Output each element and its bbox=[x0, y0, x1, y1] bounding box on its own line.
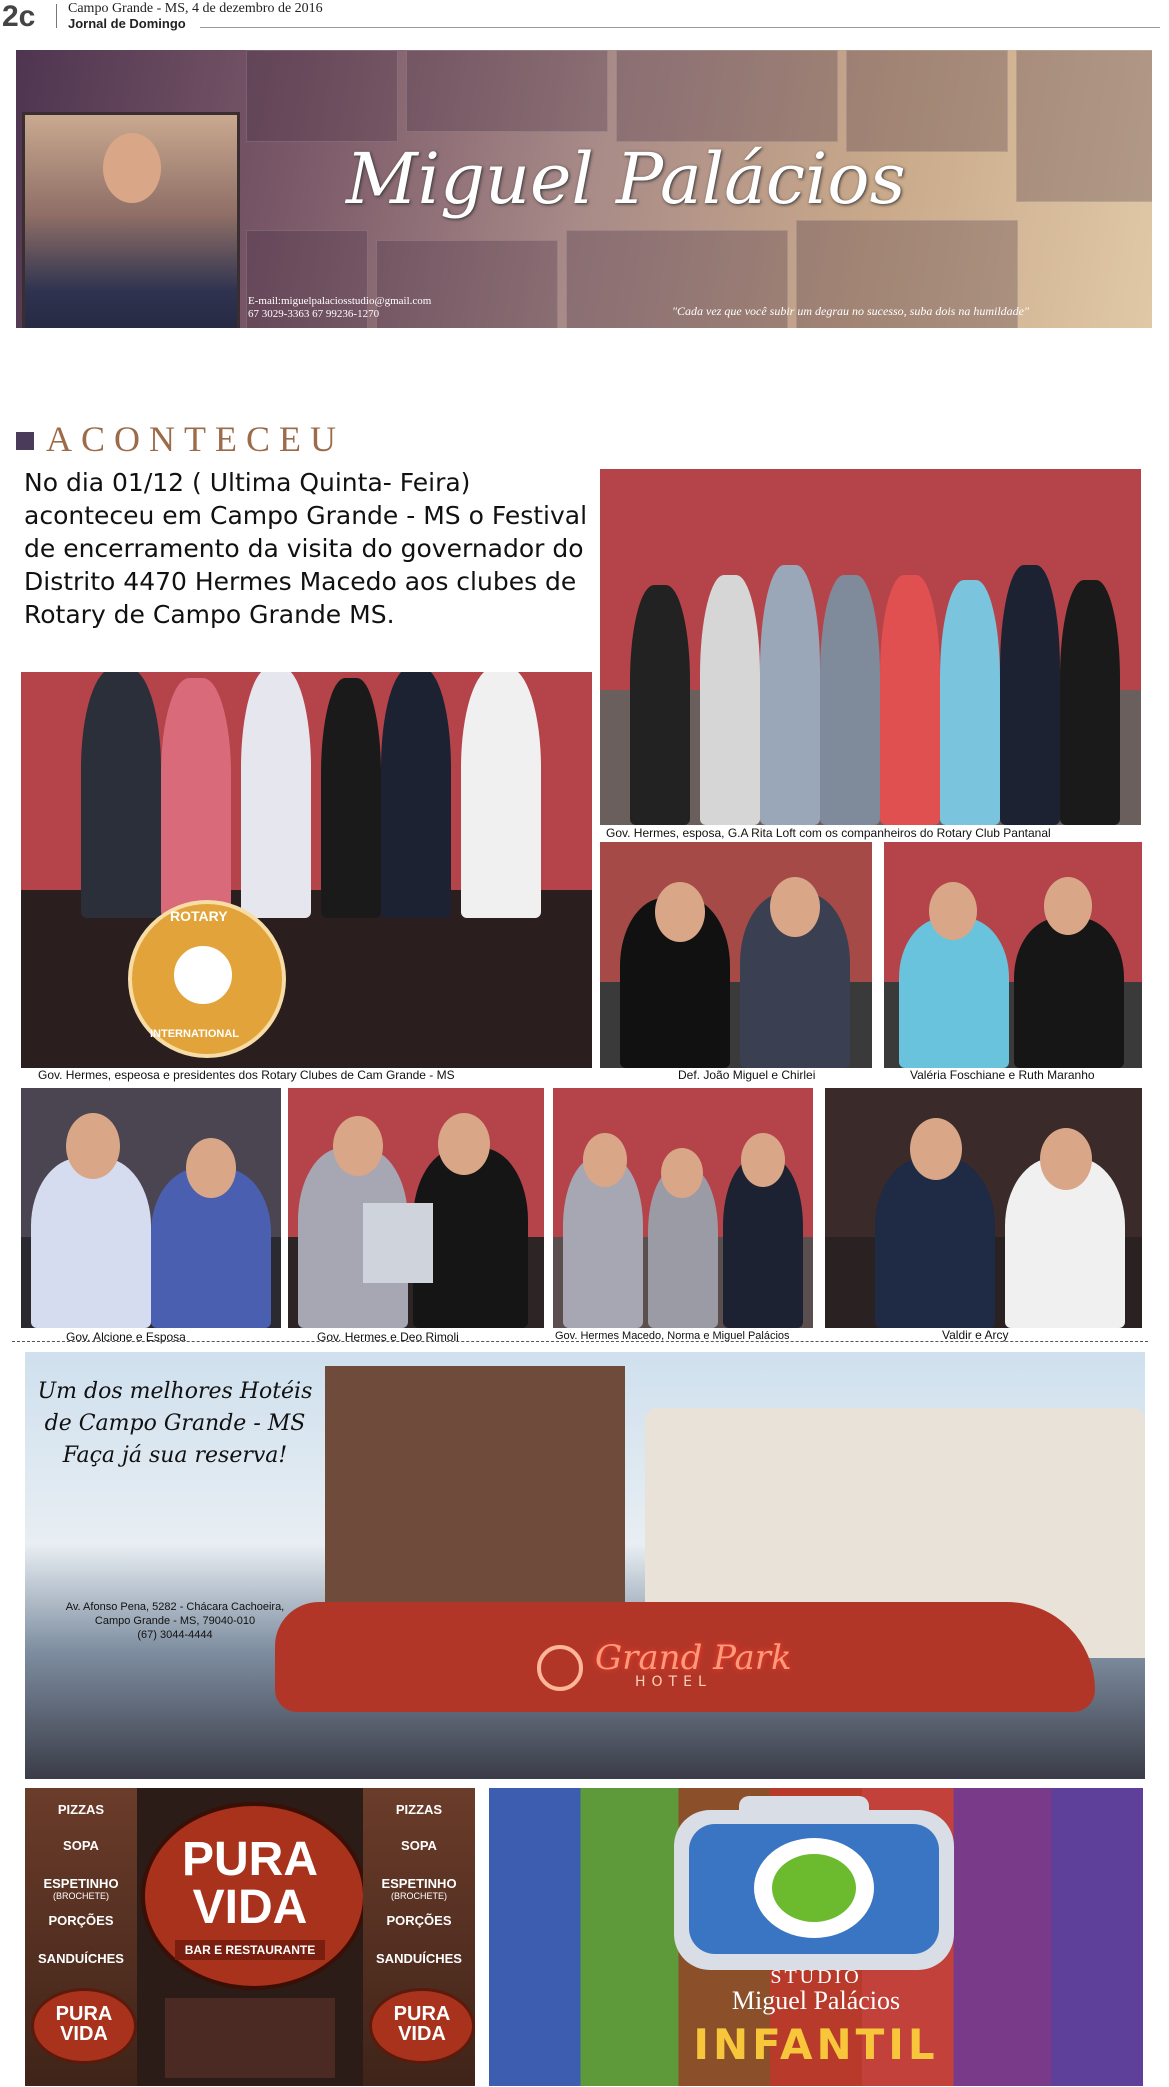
caption-joao-miguel: Def. João Miguel e Chirlei bbox=[678, 1068, 816, 1082]
author-portrait bbox=[22, 112, 240, 328]
menu-item-espetinho: ESPETINHO bbox=[43, 1876, 119, 1891]
studio-label: STUDIO bbox=[770, 1966, 862, 1988]
menu-item-sopa-right: SOPA bbox=[401, 1838, 437, 1853]
hotel-phone: (67) 3044-4444 bbox=[137, 1629, 213, 1641]
hotel-emblem-icon bbox=[537, 1645, 583, 1691]
caption-deo-rimoli: Gov. Hermes e Deo Rimoli bbox=[317, 1330, 459, 1344]
rotary-logo-bottom-text: INTERNATIONAL bbox=[150, 1028, 240, 1040]
section-marker bbox=[16, 432, 34, 450]
caption-valdir-arcy: Valdir e Arcy bbox=[942, 1328, 1009, 1342]
header-rule bbox=[200, 27, 1160, 28]
photo-group-pantanal bbox=[600, 469, 1141, 825]
menu-item-sanduiches-right: SANDUÍCHES bbox=[376, 1951, 462, 1966]
menu-column-left bbox=[25, 1788, 137, 2086]
hotel-address-line-2: Campo Grande - MS, 79040-010 bbox=[94, 1615, 256, 1627]
hotel-slogan-line-1: Um dos melhores Hotéis bbox=[37, 1379, 313, 1404]
photo-valdir-arcy bbox=[825, 1088, 1142, 1328]
pura-vida-logo-word-1: PURA bbox=[181, 1833, 318, 1886]
studio-advertisement bbox=[489, 1788, 1143, 2086]
hotel-advertisement bbox=[25, 1352, 1145, 1779]
hotel-address-line-1: Av. Afonso Pena, 5282 - Chácara Cachoeira, bbox=[65, 1601, 285, 1613]
banner-title: Miguel Palácios bbox=[346, 138, 906, 220]
header-divider bbox=[56, 4, 57, 28]
intro-text: No dia 01/12 ( Ultima Quinta- Feira) aconteceu em Campo Grande - MS o Festival de encerramento da visita do governador do Distrito 4470 Hermes Macedo aos clubes de Rotary de Campo Grande MS. bbox=[24, 468, 588, 629]
photo-norma-miguel bbox=[553, 1088, 813, 1328]
photo-valeria-ruth bbox=[884, 842, 1142, 1068]
banner-contact bbox=[248, 295, 431, 321]
banner-phones: 67 3029-3363 67 99236-1270 bbox=[248, 308, 380, 320]
caption-head-table: Gov. Hermes, espeosa e presidentes dos Rotary Clubes de Cam Grande - MS bbox=[38, 1068, 455, 1082]
menu-item-porcoes-right: PORÇÕES bbox=[386, 1913, 452, 1928]
menu-item-pizzas: PIZZAS bbox=[57, 1802, 105, 1817]
photo-joao-miguel bbox=[600, 842, 872, 1068]
restaurant-photo bbox=[165, 1998, 335, 2078]
menu-item-porcoes: PORÇÕES bbox=[48, 1913, 114, 1928]
menu-item-sopa: SOPA bbox=[63, 1838, 99, 1853]
menu-item-pizzas-right: PIZZAS bbox=[395, 1802, 443, 1817]
caption-alcione: Gov. Alcione e Esposa bbox=[66, 1330, 186, 1344]
pura-vida-advertisement bbox=[25, 1788, 475, 2086]
caption-norma-miguel: Gov. Hermes Macedo, Norma e Miguel Palácios bbox=[555, 1330, 790, 1342]
menu-column-right bbox=[363, 1788, 475, 2086]
studio-name: Miguel Palácios bbox=[731, 1986, 901, 2015]
photo-alcione bbox=[21, 1088, 281, 1328]
caption-pantanal: Gov. Hermes, esposa, G.A Rita Loft com os companheiros do Rotary Club Pantanal bbox=[606, 826, 1051, 840]
column-banner bbox=[16, 50, 1152, 328]
section-divider bbox=[12, 1341, 1148, 1342]
header-city-date: Campo Grande - MS, 4 de dezembro de 2016 bbox=[68, 1, 323, 16]
banner-email: E-mail:miguelpalaciosstudio@gmail.com bbox=[248, 295, 432, 307]
hotel-slogan-line-2: de Campo Grande - MS bbox=[44, 1411, 306, 1436]
header-paper-name: Jornal de Domingo bbox=[68, 16, 186, 31]
section-title: ACONTECEU bbox=[46, 419, 345, 459]
banner-quote: "Cada vez que você subir um degrau no sucesso, suba dois na humildade" bbox=[672, 304, 1030, 318]
studio-infantil: INFANTIL bbox=[693, 2020, 939, 2069]
mini-logo-left-text: PURA bbox=[55, 2003, 113, 2025]
menu-item-brochete: (BROCHETE) bbox=[53, 1891, 109, 1901]
rotary-logo-center bbox=[166, 938, 240, 1012]
pura-vida-logo-word-2: VIDA bbox=[192, 1881, 308, 1934]
menu-item-espetinho-right: ESPETINHO bbox=[381, 1876, 457, 1891]
menu-item-brochete-right: (BROCHETE) bbox=[391, 1891, 447, 1901]
mini-logo-left-text-2: VIDA bbox=[60, 2023, 108, 2045]
pura-vida-tagline: BAR E RESTAURANTE bbox=[175, 1940, 325, 1960]
pura-vida-logo-text bbox=[141, 1833, 359, 1934]
hotel-slogan-line-3: Faça já sua reserva! bbox=[62, 1443, 288, 1468]
mini-logo-right-text: PURA bbox=[393, 2003, 451, 2025]
hotel-address bbox=[25, 1600, 325, 1642]
hotel-sign: Grand Park bbox=[595, 1638, 792, 1678]
hotel-slogan bbox=[25, 1376, 325, 1472]
photo-head-table bbox=[21, 672, 592, 1068]
camera-lens-inner-icon bbox=[772, 1854, 856, 1922]
caption-valeria-ruth: Valéria Foschiane e Ruth Maranho bbox=[910, 1068, 1095, 1082]
hotel-sign-sub: HOTEL bbox=[635, 1674, 712, 1690]
photo-deo-rimoli bbox=[288, 1088, 544, 1328]
rotary-logo-top-text: ROTARY bbox=[170, 908, 228, 924]
menu-item-sanduiches: SANDUÍCHES bbox=[38, 1951, 124, 1966]
page-number: 2c bbox=[2, 0, 36, 33]
mini-logo-right-text-2: VIDA bbox=[398, 2023, 446, 2045]
